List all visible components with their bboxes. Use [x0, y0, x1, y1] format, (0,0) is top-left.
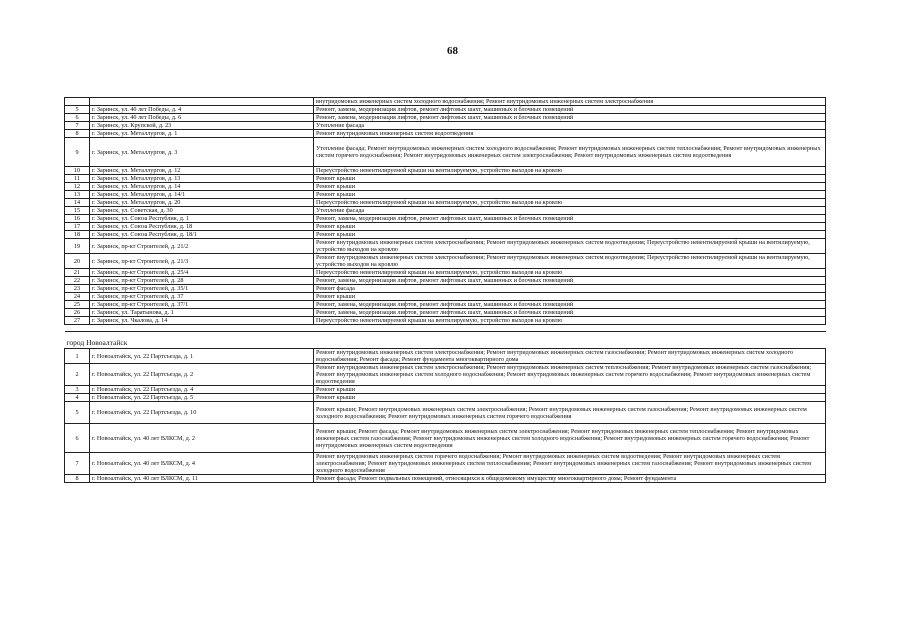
row-address: г. Заринск, пр-кт Строителей, д. 35/1 — [90, 285, 314, 293]
row-address: г. Новоалтайск, ул. 22 Партсъезда, д. 10 — [90, 402, 314, 424]
row-address: г. Новоалтайск, ул. 22 Партсъезда, д. 4 — [90, 386, 314, 394]
novoaltaysk-table-body — [65, 349, 826, 483]
table-row — [65, 215, 826, 223]
row-works: Утепление фасада; Ремонт внутридомовых инженерных систем холодного водоснабжения; Ремонт внутридомовых инженерных систем теплоснабжения; Ремонт внутридомовых инженерных систем горячего водоснабжения; Ремонт внутридомовых инженерных систем электроснабжения; Ремонт внутридомовых инженерных систем водоотведения — [314, 138, 826, 167]
row-number: 22 — [65, 277, 90, 285]
row-address — [90, 98, 314, 106]
works-table — [64, 97, 826, 483]
table-row — [65, 386, 826, 394]
row-address: г. Новоалтайск, ул. 40 лет ВЛКСМ, д. 11 — [90, 475, 314, 483]
row-address: г. Заринск, ул. 40 лет Победы, д. 4 — [90, 106, 314, 114]
table-row — [65, 301, 826, 309]
row-works: Ремонт крыши — [314, 183, 826, 191]
row-address: г. Заринск, ул. Таратынова, д. 1 — [90, 309, 314, 317]
section-header — [65, 325, 826, 349]
row-works: Ремонт крыши — [314, 293, 826, 301]
row-address: г. Заринск, ул. Советская, д. 30 — [90, 207, 314, 215]
row-number: 7 — [65, 122, 90, 130]
row-works: Переустройство невентилируемой крыши на вентилируемую, устройство выходов на кровлю — [314, 199, 826, 207]
row-address: г. Заринск, ул. Металлургов, д. 14 — [90, 183, 314, 191]
page-number: 68 — [447, 45, 458, 57]
row-number: 16 — [65, 215, 90, 223]
row-number: 8 — [65, 475, 90, 483]
row-number: 3 — [65, 386, 90, 394]
section-title: город Новоалтайск — [65, 332, 826, 349]
row-address: г. Заринск, ул. 40 лет Победы, д. 6 — [90, 114, 314, 122]
continuation-row — [65, 98, 826, 106]
row-works: Ремонт крыши — [314, 386, 826, 394]
row-number: 6 — [65, 114, 90, 122]
row-works: Ремонт крыши; Ремонт внутридомовых инженерных систем электроснабжения; Ремонт внутридомовых инженерных систем газоснабжения; Ремонт внутридомовых инженерных систем холодного водоснабжения; Ремонт внутридомовых инженерных систем горячего водоснабжения — [314, 402, 826, 424]
row-address: г. Заринск, ул. Металлургов, д. 20 — [90, 199, 314, 207]
row-works: Ремонт, замена, модернизация лифтов, ремонт лифтовых шахт, машинных и блочных помещений — [314, 215, 826, 223]
row-works: Ремонт внутридомовых инженерных систем водоотведения — [314, 130, 826, 138]
table-row — [65, 130, 826, 138]
row-works: Утепление фасада — [314, 122, 826, 130]
row-works: Ремонт, замена, модернизация лифтов, ремонт лифтовых шахт, машинных и блочных помещений — [314, 114, 826, 122]
row-works: Ремонт крыши — [314, 175, 826, 183]
row-works: Ремонт, замена, модернизация лифтов, ремонт лифтовых шахт, машинных и блочных помещений — [314, 277, 826, 285]
row-works: Ремонт крыши — [314, 223, 826, 231]
row-address: г. Новоалтайск, ул. 22 Партсъезда, д. 1 — [90, 349, 314, 364]
row-address: г. Заринск, ул. Металлургов, д. 3 — [90, 138, 314, 167]
row-number: 27 — [65, 317, 90, 325]
row-address: г. Новоалтайск, ул. 22 Партсъезда, д. 5 — [90, 394, 314, 402]
row-number: 10 — [65, 167, 90, 175]
row-number: 20 — [65, 254, 90, 269]
row-number: 6 — [65, 424, 90, 453]
row-number: 21 — [65, 269, 90, 277]
row-number: 17 — [65, 223, 90, 231]
row-works: Ремонт крыши; Ремонт фасада; Ремонт внутридомовых инженерных систем электроснабжения; Ремонт внутридомовых инженерных систем теплоснабжения; Ремонт внутридомовых инженерных систем газоснабжения; Ремонт внутридомовых инженерных систем холодного водоснабжения; Ремонт внутридомовых инженерных систем горячего водоснабжения; Ремонт внутридомовых инженерных систем водоотведения — [314, 424, 826, 453]
row-number: 26 — [65, 309, 90, 317]
row-works: Ремонт крыши — [314, 231, 826, 239]
row-address: г. Заринск, ул. Металлургов, д. 14/1 — [90, 191, 314, 199]
table-row — [65, 106, 826, 114]
row-works: Ремонт, замена, модернизация лифтов, ремонт лифтовых шахт, машинных и блочных помещений — [314, 301, 826, 309]
table-row — [65, 239, 826, 254]
row-address: г. Новоалтайск, ул. 22 Партсъезда, д. 2 — [90, 364, 314, 386]
table-row — [65, 277, 826, 285]
table-row — [65, 453, 826, 475]
row-address: г. Заринск, ул. Союза Республик, д. 18 — [90, 223, 314, 231]
row-number: 9 — [65, 138, 90, 167]
row-address: г. Заринск, ул. Металлургов, д. 12 — [90, 167, 314, 175]
row-works: Ремонт внутридомовых инженерных систем электроснабжения; Ремонт внутридомовых инженерных систем водоотведения; Переустройство невентилируемой крыши на вентилируемую, устройство выходов на кровлю — [314, 254, 826, 269]
row-number: 18 — [65, 231, 90, 239]
row-works: Ремонт крыши — [314, 191, 826, 199]
spacer-cell — [65, 325, 826, 332]
row-works: Ремонт, замена, модернизация лифтов, ремонт лифтовых шахт, машинных и блочных помещений — [314, 106, 826, 114]
table-row — [65, 394, 826, 402]
section-title-row — [65, 332, 826, 349]
table-row — [65, 475, 826, 483]
row-address: г. Заринск, ул. Металлургов, д. 1 — [90, 130, 314, 138]
table-row — [65, 138, 826, 167]
table-row — [65, 114, 826, 122]
table-row — [65, 167, 826, 175]
table-row — [65, 207, 826, 215]
table-row — [65, 122, 826, 130]
row-works: Утепление фасада — [314, 207, 826, 215]
table-row — [65, 285, 826, 293]
row-number: 23 — [65, 285, 90, 293]
table-row — [65, 175, 826, 183]
row-address: г. Заринск, ул. Союза Республик, д. 1 — [90, 215, 314, 223]
row-number: 15 — [65, 207, 90, 215]
table-row — [65, 349, 826, 364]
table-row — [65, 199, 826, 207]
table-row — [65, 254, 826, 269]
zarinsk-table-body — [65, 98, 826, 325]
table-row — [65, 183, 826, 191]
row-number: 5 — [65, 106, 90, 114]
row-address: г. Заринск, ул. Крупской, д. 23 — [90, 122, 314, 130]
row-number: 11 — [65, 175, 90, 183]
table-row — [65, 231, 826, 239]
continuation-text: внутридомовых инженерных систем холодного водоснабжения; Ремонт внутридомовых инженерных систем электроснабжения — [314, 98, 826, 106]
row-number: 19 — [65, 239, 90, 254]
row-number: 24 — [65, 293, 90, 301]
table-row — [65, 317, 826, 325]
row-number: 8 — [65, 130, 90, 138]
row-works: Ремонт фасада — [314, 285, 826, 293]
row-address: г. Заринск, пр-кт Строителей, д. 28 — [90, 277, 314, 285]
row-works: Переустройство невентилируемой крыши на вентилируемую, устройство выходов на кровлю — [314, 269, 826, 277]
row-number: 12 — [65, 183, 90, 191]
row-works: Ремонт внутридомовых инженерных систем электроснабжения; Ремонт внутридомовых инженерных систем водоотведения; Переустройство невентилируемой крыши на вентилируемую, устройство выходов на кровлю — [314, 239, 826, 254]
row-number: 25 — [65, 301, 90, 309]
row-number — [65, 98, 90, 106]
spacer-row — [65, 325, 826, 332]
row-address: г. Новоалтайск, ул. 40 лет ВЛКСМ, д. 4 — [90, 453, 314, 475]
row-works: Ремонт внутридомовых инженерных систем электроснабжения; Ремонт внутридомовых инженерных систем теплоснабжения; Ремонт внутридомовых инженерных систем газоснабжения; Ремонт внутридомовых инженерных систем холодного водоснабжения; Ремонт внутридомовых инженерных систем горячего водоснабжения; Ремонт внутридомовых инженерных систем водоотведения — [314, 364, 826, 386]
row-address: г. Заринск, ул. Чкалова, д. 14 — [90, 317, 314, 325]
row-number: 14 — [65, 199, 90, 207]
row-works: Ремонт, замена, модернизация лифтов, ремонт лифтовых шахт, машинных и блочных помещений — [314, 309, 826, 317]
row-works: Ремонт внутридомовых инженерных систем электроснабжения; Ремонт внутридомовых инженерных систем газоснабжения; Ремонт внутридомовых инженерных систем холодного водоснабжения; Ремонт фасада; Ремонт фундамента многоквартирного дома — [314, 349, 826, 364]
row-address: г. Заринск, пр-кт Строителей, д. 21/3 — [90, 254, 314, 269]
row-address: г. Заринск, пр-кт Строителей, д. 37 — [90, 293, 314, 301]
row-address: г. Заринск, пр-кт Строителей, д. 25/4 — [90, 269, 314, 277]
table-row — [65, 223, 826, 231]
row-address: г. Заринск, ул. Союза Республик, д. 18/1 — [90, 231, 314, 239]
table-row — [65, 293, 826, 301]
row-address: г. Новоалтайск, ул. 40 лет ВЛКСМ, д. 2 — [90, 424, 314, 453]
row-address: г. Заринск, пр-кт Строителей, д. 21/2 — [90, 239, 314, 254]
table-row — [65, 364, 826, 386]
row-number: 2 — [65, 364, 90, 386]
table-row — [65, 191, 826, 199]
row-number: 4 — [65, 394, 90, 402]
table-row — [65, 309, 826, 317]
row-works: Ремонт крыши — [314, 394, 826, 402]
row-address: г. Заринск, пр-кт Строителей, д. 37/1 — [90, 301, 314, 309]
row-number: 5 — [65, 402, 90, 424]
row-works: Переустройство невентилируемой крыши на вентилируемую, устройство выходов на кровлю — [314, 167, 826, 175]
table-row — [65, 402, 826, 424]
row-works: Переустройство невентилируемой крыши на вентилируемую, устройство выходов на кровлю — [314, 317, 826, 325]
row-number: 7 — [65, 453, 90, 475]
row-number: 1 — [65, 349, 90, 364]
row-number: 13 — [65, 191, 90, 199]
table-row — [65, 424, 826, 453]
table-row — [65, 269, 826, 277]
row-works: Ремонт фасада; Ремонт подвальных помещений, относящихся к общедомовому имуществу многоквартирного дома; Ремонт фундамента — [314, 475, 826, 483]
row-works: Ремонт внутридомовых инженерных систем горячего водоснабжения; Ремонт внутридомовых инженерных систем водоотведения; Ремонт внутридомовых инженерных систем электроснабжения; Ремонт внутридомовых инженерных систем теплоснабжения; Ремонт внутридомовых инженерных систем газоснабжения; Ремонт внутридомовых инженерных систем холодного водоснабжения — [314, 453, 826, 475]
row-address: г. Заринск, ул. Металлургов, д. 13 — [90, 175, 314, 183]
